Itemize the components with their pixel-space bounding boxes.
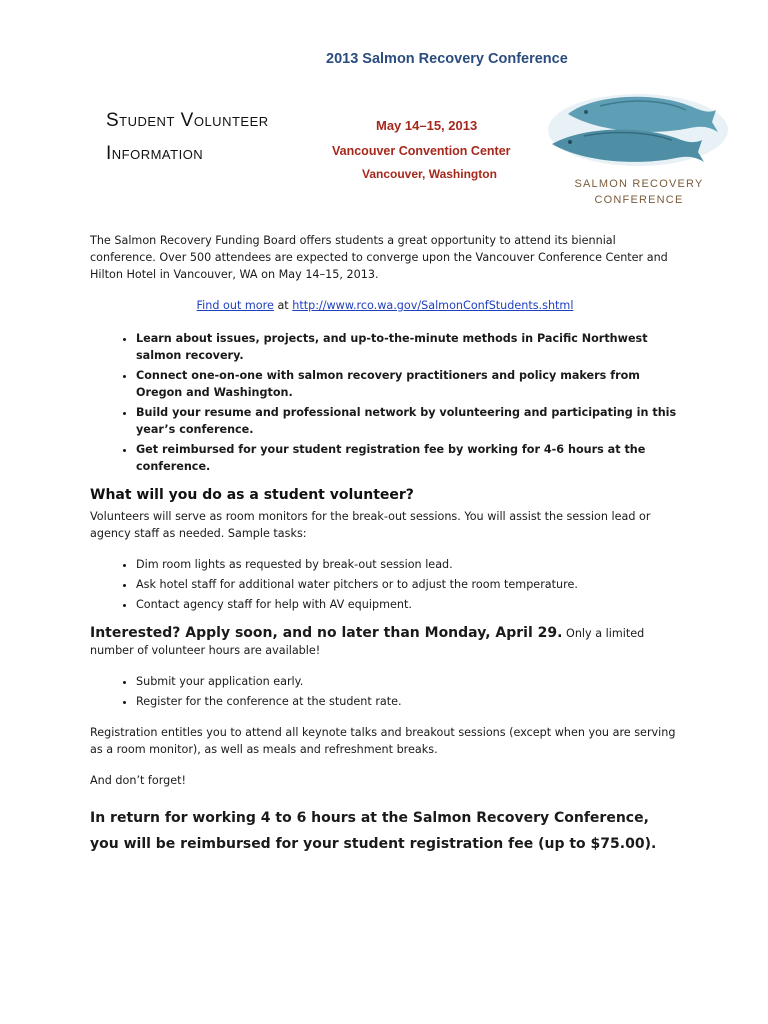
benefits-list — [90, 330, 680, 475]
list-item: • Ask hotel staff for additional water pitchers or to adjust the room temperature. — [136, 576, 680, 593]
conference-banner — [318, 40, 748, 220]
closing-statement: In return for working 4 to 6 hours at the Salmon Recovery Conference, you will be reimbursed for your student registration fee (up to $75.00). — [90, 810, 657, 852]
document-body — [90, 232, 680, 857]
logo-text — [554, 176, 724, 208]
logo-text-line-2: CONFERENCE — [594, 194, 684, 206]
apply-paragraph — [90, 625, 680, 659]
find-out-more-line — [90, 297, 680, 314]
document-title — [106, 104, 316, 170]
conference-url-link[interactable]: http://www.rco.wa.gov/SalmonConfStudents.shtml — [292, 299, 574, 312]
salmon-icon — [540, 84, 730, 176]
list-item: • Dim room lights as requested by break-out session lead. — [136, 556, 680, 573]
find-out-more-link[interactable]: Find out more — [196, 299, 274, 312]
list-item: • Get reimbursed for your student registration fee by working for 4-6 hours at the conference. — [136, 441, 680, 475]
list-item: • Contact agency staff for help with AV equipment. — [136, 596, 680, 613]
list-item: • Build your resume and professional network by volunteering and participating in this year’s conference. — [136, 404, 680, 438]
conference-venue: Vancouver Convention Center — [332, 144, 511, 158]
tasks-heading: What will you do as a student volunteer? — [90, 487, 414, 503]
list-item: • Submit your application early. — [136, 673, 680, 690]
tasks-list — [90, 556, 680, 613]
list-item: • Connect one-on-one with salmon recovery practitioners and policy makers from Oregon and Washington. — [136, 367, 680, 401]
document-title-line-1: Student Volunteer — [106, 110, 269, 131]
reminder-text: And don’t forget! — [90, 774, 186, 787]
apply-steps-list — [90, 673, 680, 710]
apply-heading: Interested? Apply soon, and no later than Monday, April 29. — [90, 625, 563, 641]
conference-dates: May 14–15, 2013 — [376, 118, 478, 133]
list-item: • Learn about issues, projects, and up-to-the-minute methods in Pacific Northwest salmon recovery. — [136, 330, 680, 364]
apply-note: Only a limited number of volunteer hours are available! — [90, 627, 645, 657]
conference-city: Vancouver, Washington — [362, 167, 497, 181]
tasks-description: Volunteers will serve as room monitors for the break-out sessions. You will assist the session lead or agency staff as needed. Sample tasks: — [90, 510, 651, 540]
list-item: • Register for the conference at the student rate. — [136, 693, 680, 710]
logo-text-line-1: SALMON RECOVERY — [574, 178, 704, 190]
intro-paragraph: The Salmon Recovery Funding Board offers students a great opportunity to attend its biennial conference. Over 500 attendees are expected to converge upon the Vancouver Conference Center and Hilton Hotel in Vancouver, WA on May 14–15, 2013. — [90, 234, 668, 281]
find-out-more-connector: at — [273, 299, 293, 312]
conference-logo — [540, 84, 730, 204]
conference-name: 2013 Salmon Recovery Conference — [326, 51, 568, 67]
registration-note: Registration entitles you to attend all keynote talks and breakout sessions (except when you are serving as a room monitor), as well as meals and refreshment breaks. — [90, 726, 676, 756]
document-title-line-2: Information — [106, 143, 204, 164]
